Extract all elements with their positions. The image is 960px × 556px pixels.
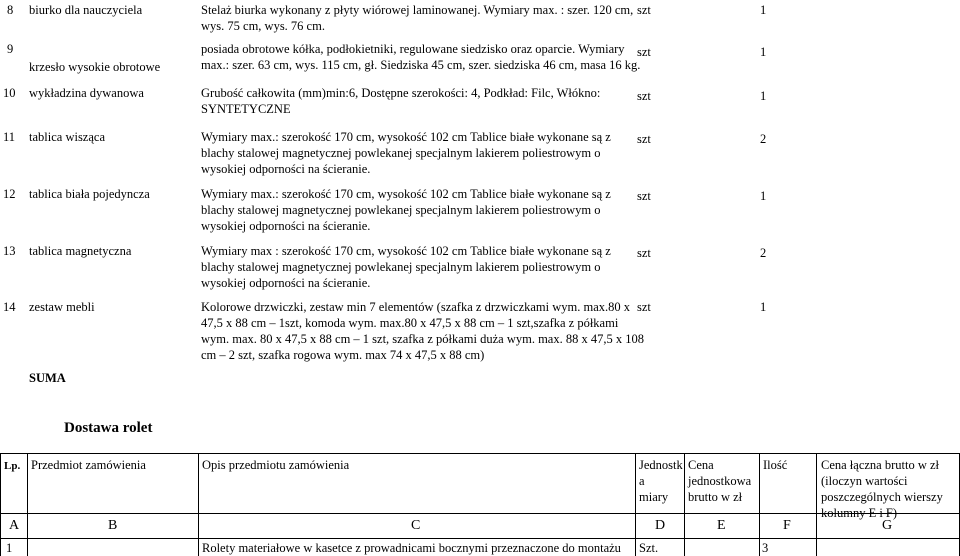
row-name: tablica magnetyczna	[29, 244, 132, 258]
header-unit-line: miary	[639, 490, 669, 504]
header-unit-price-line: Cena	[688, 458, 714, 472]
row-lp: 13	[3, 244, 16, 258]
row-desc-line: wys. 75 cm, wys. 76 cm.	[201, 19, 325, 33]
header-total-line: Cena łączna brutto w zł	[821, 458, 940, 472]
row-name: wykładzina dywanowa	[29, 86, 144, 100]
row-qty: 1	[760, 189, 767, 203]
row-lp: 14	[3, 300, 16, 314]
row-desc-line: wysokiej odporności na ścieranie.	[201, 276, 371, 290]
table-col-divider	[198, 453, 199, 556]
header-lp: Lp.	[4, 460, 21, 472]
header-unit-line: a	[639, 474, 645, 488]
row-lp: 1	[6, 541, 13, 555]
header-unit-price-line: brutto w zł	[688, 490, 743, 504]
header-total-line: (iloczyn wartości	[821, 474, 908, 488]
row-desc-line: blachy stalowej magnetycznej powlekanej specjalnym lakierem poliestrowym o	[201, 146, 601, 160]
column-letter: F	[783, 518, 791, 533]
row-lp: 9	[7, 42, 14, 56]
column-letter: B	[108, 518, 118, 533]
header-unit-line: Jednostk	[639, 458, 683, 472]
row-desc-line: wysokiej odporności na ścieranie.	[201, 162, 371, 176]
table-col-divider	[759, 453, 760, 556]
row-desc-line: max.: szer. 63 cm, wys. 115 cm, gł. Siedziska 45 cm, szer. siedziska 46 cm, masa 16 kg.	[201, 58, 641, 72]
header-total-line: kolumny E i F)	[821, 506, 898, 520]
row-unit: Szt.	[639, 541, 659, 555]
row-lp: 11	[3, 130, 16, 144]
row-desc-line: Wymiary max.: szerokość 170 cm, wysokość 102 cm Tablice białe wykonane są z	[201, 187, 611, 201]
row-unit-price: 3	[762, 541, 769, 555]
row-desc-line: SYNTETYCZNE	[201, 102, 291, 116]
row-desc-line: blachy stalowej magnetycznej powlekanej specjalnym lakierem poliestrowym o	[201, 203, 601, 217]
header-qty: Ilość	[763, 458, 788, 472]
suma-label: SUMA	[29, 371, 66, 385]
row-unit: szt	[637, 89, 651, 103]
row-name: biurko dla nauczyciela	[29, 3, 143, 17]
row-qty: 1	[760, 45, 767, 59]
row-desc-line: blachy stalowej magnetycznej powlekanej specjalnym lakierem poliestrowym o	[201, 260, 601, 274]
row-name: tablica biała pojedyncza	[29, 187, 150, 201]
header-subject: Przedmiot zamówienia	[31, 458, 146, 472]
row-desc-line: posiada obrotowe kółka, podłokietniki, regulowane siedzisko oraz oparcie. Wymiary	[201, 42, 625, 56]
row-unit: szt	[637, 45, 651, 59]
section-title: Dostawa rolet	[64, 420, 153, 436]
column-letter: E	[717, 518, 726, 533]
row-unit: szt	[637, 132, 651, 146]
row-desc-line: cm – 2 szt, szafka rogowa wym. max 74 x 47,5 x 88 cm)	[201, 348, 485, 362]
row-desc-line: Wymiary max.: szerokość 170 cm, wysokość 102 cm Tablice białe wykonane są z	[201, 130, 611, 144]
row-lp: 10	[3, 86, 16, 100]
column-letter: A	[9, 518, 20, 533]
row-desc-line: Stelaż biurka wykonany z płyty wiórowej laminowanej. Wymiary max. : szer. 120 cm,	[201, 3, 634, 17]
row-qty: 2	[760, 132, 767, 146]
table-col-divider	[27, 453, 28, 556]
row-desc-line: wym. max. 80 x 47,5 x 88 cm – 1 szt, szafka z półkami duża wym. max. 88 x 47,5 x 108	[201, 332, 644, 346]
row-description: Rolety materiałowe w kasetce z prowadnicami bocznymi przeznaczone do montażu	[202, 541, 621, 555]
header-unit-price-line: jednostkowa	[688, 474, 752, 488]
column-letter: G	[882, 518, 893, 533]
row-desc-line: wysokiej odporności na ścieranie.	[201, 219, 371, 233]
header-total-line: poszczególnych wierszy	[821, 490, 943, 504]
row-qty: 2	[760, 246, 767, 260]
row-qty: 1	[760, 3, 767, 17]
row-lp: 12	[3, 187, 16, 201]
row-desc-line: Kolorowe drzwiczki, zestaw min 7 elementów (szafka z drzwiczkami wym. max.80 x	[201, 300, 631, 314]
row-desc-line: 47,5 x 88 cm – 1szt, komoda wym. max.80 x 47,5 x 88 cm – 1 szt,szafka z półkami	[201, 316, 619, 330]
row-unit: szt	[637, 189, 651, 203]
header-description: Opis przedmiotu zamówienia	[202, 458, 350, 472]
row-name: zestaw mebli	[29, 300, 95, 314]
row-unit: szt	[637, 300, 651, 314]
table-col-divider	[635, 453, 636, 556]
row-desc-line: Wymiary max : szerokość 170 cm, wysokość 102 cm Tablice białe wykonane są z	[201, 244, 611, 258]
row-name: tablica wisząca	[29, 130, 105, 144]
row-unit: szt	[637, 3, 651, 17]
row-qty: 1	[760, 300, 767, 314]
column-letter: C	[411, 518, 421, 533]
row-desc-line: Grubość całkowita (mm)min:6, Dostępne szerokości: 4, Podkład: Filc, Włókno:	[201, 86, 601, 100]
row-name: krzesło wysokie obrotowe	[29, 60, 161, 74]
table-col-divider	[816, 453, 817, 556]
table-col-divider	[684, 453, 685, 556]
column-letter: D	[655, 518, 666, 533]
table-col-divider	[0, 453, 1, 556]
row-lp: 8	[7, 3, 14, 17]
row-qty: 1	[760, 89, 767, 103]
row-unit: szt	[637, 246, 651, 260]
